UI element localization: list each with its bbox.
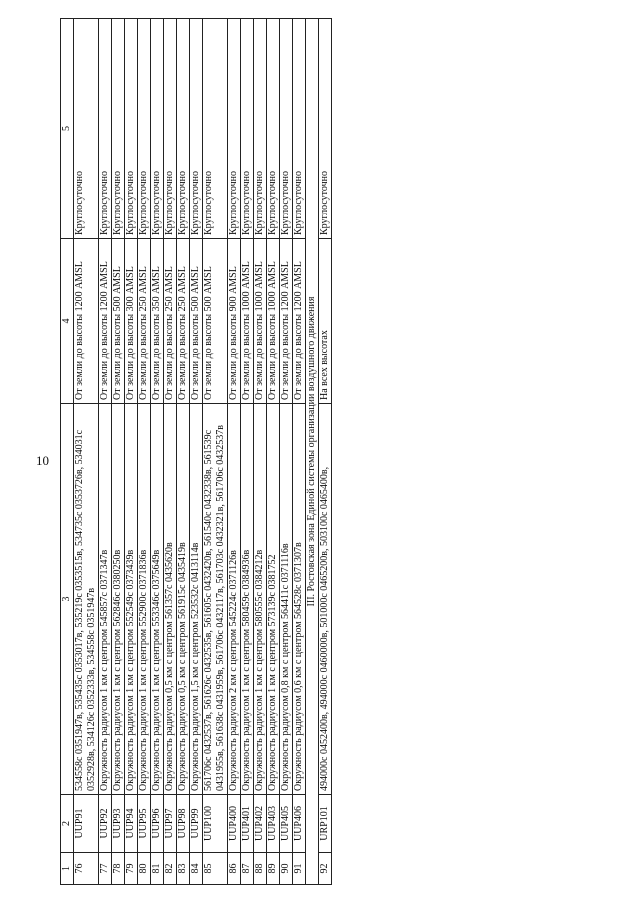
zone-time: Круглосуточно — [241, 19, 254, 239]
row-number: 91 — [293, 853, 306, 885]
zone-height: От земли до высоты 1000 AMSL — [241, 239, 254, 404]
row-number: 88 — [254, 853, 267, 885]
zone-area: 534558с 0351947в, 535435с 0353017в, 535219с 0353515в, 534735с 0353726в, 534031с 0352928в, 534126с 0352333в, 534558с 0351947в — [74, 404, 99, 795]
table-row — [164, 19, 177, 885]
table-row — [254, 19, 267, 885]
table-row — [151, 19, 164, 885]
zone-id: URP101 — [319, 795, 332, 853]
row-number: 76 — [74, 853, 99, 885]
zone-area: Окружность радиусом 1 км с центром 562846с 0380250в — [112, 404, 125, 795]
zone-time: Круглосуточно — [190, 19, 203, 239]
zone-height: От земли до высоты 250 AMSL — [177, 239, 190, 404]
section-row — [306, 19, 319, 885]
zone-area: Окружность радиусом 0,8 км с центром 564411с 0371116в — [280, 404, 293, 795]
row-number: 92 — [319, 853, 332, 885]
zone-time: Круглосуточно — [203, 19, 228, 239]
zone-area: Окружность радиусом 2 км с центром 545224с 0371126в — [228, 404, 241, 795]
table-row — [177, 19, 190, 885]
zone-time: Круглосуточно — [74, 19, 99, 239]
table-row — [138, 19, 151, 885]
zone-id: UUP406 — [293, 795, 306, 853]
zone-height: От земли до высоты 300 AMSL — [125, 239, 138, 404]
zone-time: Круглосуточно — [267, 19, 280, 239]
zone-area: Окружность радиусом 1 км с центром 552549с 0373439в — [125, 404, 138, 795]
row-number: 84 — [190, 853, 203, 885]
zone-time: Круглосуточно — [151, 19, 164, 239]
zone-id: UUP92 — [99, 795, 112, 853]
zone-height: От земли до высоты 900 AMSL — [228, 239, 241, 404]
zone-time: Круглосуточно — [164, 19, 177, 239]
zone-id: UUP94 — [125, 795, 138, 853]
row-number: 90 — [280, 853, 293, 885]
row-number: 81 — [151, 853, 164, 885]
zone-height: От земли до высоты 1000 AMSL — [267, 239, 280, 404]
zone-area: Окружность радиусом 1 км с центром 552900с 0371836в — [138, 404, 151, 795]
zone-height: От земли до высоты 1200 AMSL — [99, 239, 112, 404]
header-cell-2: 2 — [61, 795, 74, 853]
zone-time: Круглосуточно — [177, 19, 190, 239]
table-row — [190, 19, 203, 885]
zone-area: Окружность радиусом 1 км с центром 580459с 0384936в — [241, 404, 254, 795]
zone-height: От земли до высоты 1200 AMSL — [74, 239, 99, 404]
zone-height: От земли до высоты 250 AMSL — [138, 239, 151, 404]
row-number: 77 — [99, 853, 112, 885]
zone-height: От земли до высоты 1200 AMSL — [280, 239, 293, 404]
row-number: 89 — [267, 853, 280, 885]
zone-height: На всех высотах — [319, 239, 332, 404]
page-number: 10 — [36, 453, 49, 468]
row-number: 85 — [203, 853, 228, 885]
zone-id: UUP91 — [74, 795, 99, 853]
row-number: 83 — [177, 853, 190, 885]
zone-id: UUP402 — [254, 795, 267, 853]
zone-area: 561706с 0432537в, 561626с 0432535в, 561605с 0432420в, 561540с 0432338в, 561539с 0431955в, 561638с 0431959в, 561706с 0432117в, 561703с 0432321в, 561706с 0432537в — [203, 404, 228, 795]
zone-time: Круглосуточно — [112, 19, 125, 239]
zone-id: UUP98 — [177, 795, 190, 853]
zone-height: От земли до высоты 500 AMSL — [190, 239, 203, 404]
zone-height: От земли до высоты 1200 AMSL — [293, 239, 306, 404]
zone-id: UUP99 — [190, 795, 203, 853]
zone-area: Окружность радиусом 1 км с центром 545857с 0371347в — [99, 404, 112, 795]
section-title: III. Ростовская зона Единой системы организации воздушного движения — [306, 19, 319, 885]
zone-area: Окружность радиусом 1 км с центром 573139с 0381752 — [267, 404, 280, 795]
zone-time: Круглосуточно — [138, 19, 151, 239]
zone-id: UUP403 — [267, 795, 280, 853]
table-row — [241, 19, 254, 885]
zone-time: Круглосуточно — [280, 19, 293, 239]
zone-time: Круглосуточно — [228, 19, 241, 239]
table-row — [228, 19, 241, 885]
zone-id: UUP405 — [280, 795, 293, 853]
zone-height: От земли до высоты 250 AMSL — [164, 239, 177, 404]
zone-time: Круглосуточно — [254, 19, 267, 239]
zone-time: Круглосуточно — [99, 19, 112, 239]
zone-area: Окружность радиусом 1 км с центром 553346с 0375649в — [151, 404, 164, 795]
zone-height: От земли до высоты 1000 AMSL — [254, 239, 267, 404]
row-number: 80 — [138, 853, 151, 885]
table-row — [125, 19, 138, 885]
table-row — [203, 19, 228, 885]
header-row — [61, 19, 74, 885]
zone-area: Окружность радиусом 1 км с центром 580555с 0384212в — [254, 404, 267, 795]
header-cell-1: 1 — [61, 853, 74, 885]
zone-height: От земли до высоты 500 AMSL — [112, 239, 125, 404]
table-row — [319, 19, 332, 885]
zone-id: UUP401 — [241, 795, 254, 853]
zone-area: Окружность радиусом 0,6 км с центром 564528с 0371307в — [293, 404, 306, 795]
row-number: 82 — [164, 853, 177, 885]
zone-area: Окружность радиусом 1,5 км с центром 523532с 0413114в — [190, 404, 203, 795]
zone-height: От земли до высоты 350 AMSL — [151, 239, 164, 404]
table-body — [74, 19, 332, 885]
table-row — [99, 19, 112, 885]
row-number: 79 — [125, 853, 138, 885]
zone-time: Круглосуточно — [293, 19, 306, 239]
zone-area: 494000с 0452400в, 494000с 0460000в, 501000с 0465200в, 503100с 0465400в, — [319, 404, 332, 795]
zone-id: UUP95 — [138, 795, 151, 853]
table-row — [112, 19, 125, 885]
header-cell-3: 3 — [61, 404, 74, 795]
airspace-table — [60, 18, 332, 885]
header-cell-4: 4 — [61, 239, 74, 404]
table-row — [293, 19, 306, 885]
row-number: 86 — [228, 853, 241, 885]
zone-area: Окружность радиусом 0,5 км с центром 561915с 0435419в — [177, 404, 190, 795]
table-row — [74, 19, 99, 885]
zone-id: UUP96 — [151, 795, 164, 853]
table-row — [280, 19, 293, 885]
zone-height: От земли до высоты 500 AMSL — [203, 239, 228, 404]
row-number: 87 — [241, 853, 254, 885]
zone-id: UUP100 — [203, 795, 228, 853]
zone-id: UUP93 — [112, 795, 125, 853]
zone-id: UUP400 — [228, 795, 241, 853]
zone-id: UUP97 — [164, 795, 177, 853]
table-row — [267, 19, 280, 885]
zone-time: Круглосуточно — [319, 19, 332, 239]
zone-area: Окружность радиусом 0,5 км с центром 561357с 0435620в — [164, 404, 177, 795]
zone-time: Круглосуточно — [125, 19, 138, 239]
header-cell-5: 5 — [61, 19, 74, 239]
row-number: 78 — [112, 853, 125, 885]
